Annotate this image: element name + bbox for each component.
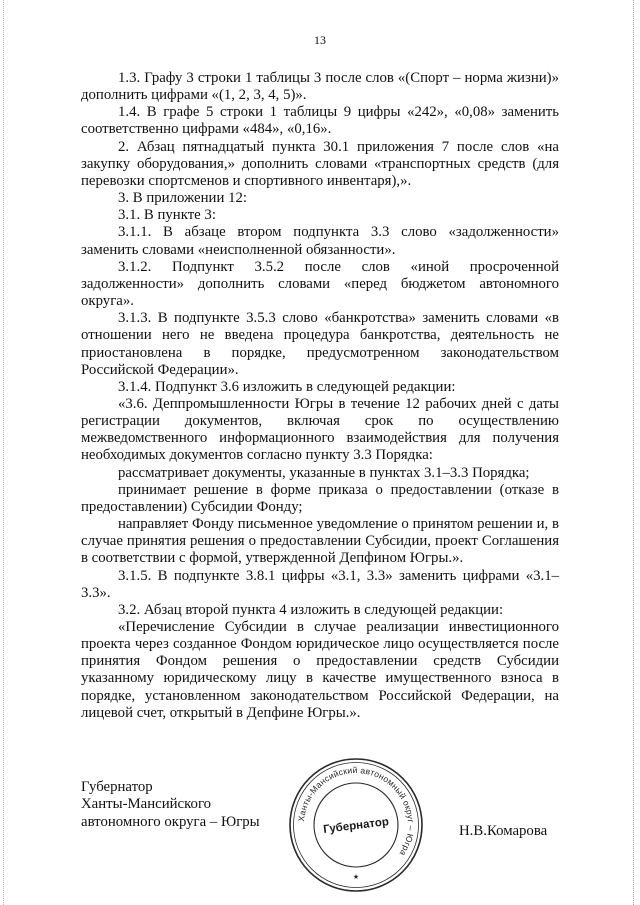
signatory-title-line: автономного округа – Югры [81,813,260,830]
paragraph-1-4: 1.4. В графе 5 строки 1 таблицы 9 цифры «242», «0,08» заменить соответственно цифрами «484», «0,16». [81,104,559,138]
seal-star-icon: ★ [352,873,360,881]
paragraph-3-1-5: 3.1.5. В подпункте 3.8.1 цифры «3.1, 3.3» заменить цифрами «3.1–3.3». [81,567,559,601]
paragraph-3-1-1: 3.1.1. В абзаце втором подпункта 3.3 слово «задолженности» заменить словами «неисполненной обязанности». [81,224,559,258]
signatory-title-line: Ханты-Мансийского [81,796,212,813]
paragraph-3-1-2: 3.1.2. Подпункт 3.5.2 после слов «иной просроченной задолженности» дополнить словами «перед бюджетом автономного округа». [81,258,559,310]
paragraph-3: 3. В приложении 12: [118,190,247,207]
page-number: 13 [314,33,326,47]
paragraph-3-1-3: 3.1.3. В подпункте 3.5.3 слово «банкротства» заменить словами «в отношении него не введена процедура банкротства, деятельность не приостановлена в порядке, предусмотренном законодательством Российской Федерации». [81,310,559,378]
paragraph-3-1: 3.1. В пункте 3: [118,207,216,224]
signatory-title [81,779,260,831]
document-body [81,70,559,722]
signatory-name: Н.В.Комарова [459,823,548,839]
seal-center-text: Губернатор [322,816,390,836]
paragraph-3-2: 3.2. Абзац второй пункта 4 изложить в следующей редакции: [118,601,504,618]
paragraph-reviews-documents: рассматривает документы, указанные в пунктах 3.1–3.3 Порядка; [118,464,530,481]
scan-edge-right [633,0,634,905]
scan-edge-left [3,0,4,905]
paragraph-makes-decision: принимает решение в форме приказа о предоставлении (отказе в предоставлении) Субсидии Фонду; [81,481,559,515]
paragraph-3-1-4: 3.1.4. Подпункт 3.6 изложить в следующей редакции: [118,378,456,395]
signatory-title-line: Губернатор [81,779,153,795]
seal-ring-text: Ханты-Мансийский автономный округ – Югра [296,764,417,858]
paragraph-2: 2. Абзац пятнадцатый пункта 30.1 приложения 7 после слов «на закупку оборудования,» дополнить словами «транспортных средств (для перевозки спортсменов и спортивного инвентаря),». [81,138,559,189]
paragraph-subsidy-transfer: «Перечисление Субсидии в случае реализации инвестиционного проекта через созданное Фондом юридическое лицо осуществляется после принятия Фондом решения о предоставлении средств Субсидии указанному юридическому лицу в качестве имущественного взноса в порядке, установленном законодательством Российской Федерации, на лицевой счет, открытый в Депфине Югры.». [81,619,559,721]
paragraph-3-6: «3.6. Деппромышленности Югры в течение 12 рабочих дней с даты регистрации документов, включая срок по осуществлению межведомственного информационного взаимодействия для получения необходимых документов согласно пункту 3.3 Порядка: [81,395,559,464]
governor-seal-stamp [286,755,426,895]
paragraph-sends-notice: направляет Фонду письменное уведомление о принятом решении и, в случае принятия решения о предоставлении Субсидии, проект Соглашения в соответствии с формой, утвержденной Депфином Югры.». [81,516,559,567]
paragraph-1-3: 1.3. Графу 3 строки 1 таблицы 3 после слов «(Спорт – норма жизни)» дополнить цифрами «(1, 2, 3, 4, 5)». [81,70,559,104]
